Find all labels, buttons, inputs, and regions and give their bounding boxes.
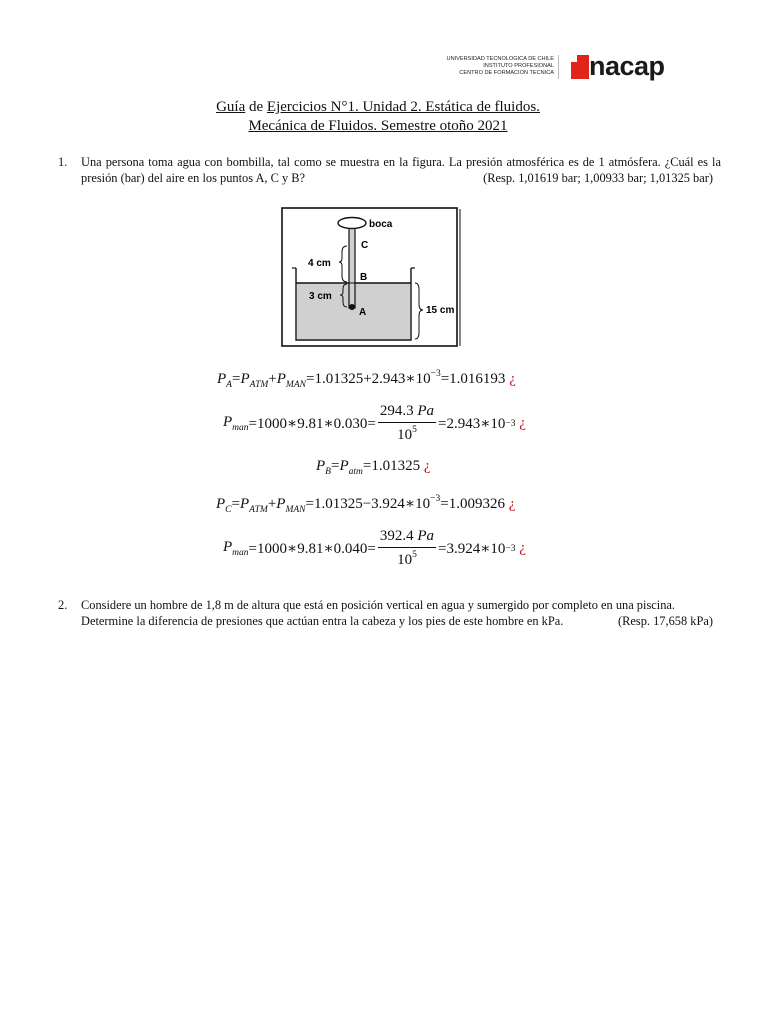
eq5-fraction: [378, 528, 436, 569]
logo-separator: [558, 55, 559, 79]
subtitle-text: Mecánica de Fluidos. Semestre otoño 2021: [248, 118, 508, 134]
eq2-expr: =1000∗9.81∗0.030=: [248, 416, 376, 432]
eq3-p1: P: [339, 458, 349, 474]
label-b: B: [360, 272, 368, 283]
eq1-mark: ¿: [509, 371, 516, 387]
eq4-exp: −3: [430, 494, 441, 504]
eq3-lhs: P: [316, 458, 326, 474]
eq2-exp: −3: [505, 418, 516, 429]
institution-text: [430, 56, 554, 77]
eq5-expr: =1000∗9.81∗0.040=: [248, 541, 376, 557]
dimension-15cm: 15 cm: [426, 305, 455, 316]
eq3-p1-sub: atm: [348, 467, 363, 477]
eq1-p1-sub: ATM: [249, 380, 269, 390]
eq5-lhs: P: [223, 539, 233, 555]
inacap-logo-mark: [571, 55, 589, 79]
eq1-exp: −3: [430, 369, 441, 379]
mouth: [338, 218, 366, 229]
eq2-unit: Pa: [417, 403, 435, 419]
label-c: C: [361, 240, 369, 251]
straw: [349, 228, 355, 308]
brace-15cm: [415, 283, 423, 339]
title-word-de: de: [245, 99, 267, 115]
label-a: A: [359, 307, 367, 318]
page-subtitle: [0, 118, 756, 135]
straw-figure: [278, 204, 468, 352]
eq4-lhs: P: [216, 496, 226, 512]
eq4-result: =1.009326: [440, 496, 505, 512]
eq5-numerator: 392.4: [379, 528, 418, 544]
eq1-result: =1.016193: [440, 371, 506, 387]
dimension-4cm: 4 cm: [308, 258, 331, 269]
eq2-lhs-sub: man: [232, 423, 249, 433]
problem-2-line-1: Considere un hombre de 1,8 m de altura que está en posición vertical en agua y sumergido por completo en una piscina.: [81, 598, 676, 612]
eq1-p1: P: [240, 371, 250, 387]
problem-2-line-2: Determine la diferencia de presiones que actúan entra la cabeza y los pies de este hombre en kPa.: [81, 614, 564, 628]
eq5-den-exp: 5: [412, 550, 417, 560]
eq3-mark: ¿: [423, 458, 431, 474]
eq2-rhs: =2.943∗10: [438, 416, 506, 432]
problem-2: [58, 597, 721, 631]
dimension-3cm: 3 cm: [309, 291, 332, 302]
institution-line-2: INSTITUTO PROFESIONAL: [483, 63, 554, 69]
problem-1-answer: (Resp. 1,01619 bar; 1,00933 bar; 1,01325 bar): [483, 171, 713, 185]
eq1-rhs: =1.01325+2.943∗10: [305, 371, 431, 387]
eq4-mark: ¿: [508, 496, 516, 512]
eq4-p2-sub: MAN: [285, 505, 306, 515]
eq3-rhs: =1.01325: [362, 458, 421, 474]
problem-2-answer: (Resp. 17,658 kPa): [618, 614, 713, 628]
eq1-p2-sub: MAN: [285, 380, 306, 390]
problem-1-number: 1.: [58, 155, 68, 169]
eq2-numerator: 294.3: [379, 403, 418, 419]
eq3-lhs-sub: B: [325, 467, 331, 477]
eq2-denominator: 10: [397, 427, 413, 443]
eq2-mark: ¿: [519, 415, 526, 431]
eq5-rhs: =3.924∗10: [438, 541, 506, 557]
equation-pman-1: [223, 403, 526, 444]
equation-pa: $P_A=P_{ATM}+P_{MAN}=1.01325+2.943∗10^{-3}=1.016193$ ¿: [217, 369, 516, 390]
eq1-p2: P: [276, 371, 286, 387]
eq4-rhs: =1.01325−3.924∗10: [305, 496, 431, 512]
eq4-p1-sub: ATM: [249, 505, 268, 515]
label-boca: boca: [369, 219, 393, 230]
eq2-den-exp: 5: [412, 425, 417, 435]
inacap-logo-text: nacap: [589, 51, 665, 81]
eq5-unit: Pa: [417, 528, 435, 544]
eq5-denominator: 10: [397, 552, 413, 568]
eq5-lhs-sub: man: [232, 548, 249, 558]
eq1-lhs-sub: A: [226, 380, 232, 390]
title-word-guia: Guía: [216, 99, 246, 115]
eq1-lhs: P: [217, 371, 227, 387]
eq4-lhs-sub: C: [225, 505, 232, 515]
eq4-p1: P: [239, 496, 250, 512]
institution-line-1: UNIVERSIDAD TECNOLOGICA DE CHILE: [446, 56, 554, 62]
institution-line-3: CENTRO DE FORMACION TECNICA: [459, 70, 554, 76]
eq5-exp: −3: [505, 543, 516, 554]
equation-pc: $P_C=P_{ATM}+P_{MAN}=1.01325-3.924∗10^{-3}=1.009326$ ¿: [216, 494, 516, 515]
problem-1-text: Una persona toma agua con bombilla, tal como se muestra en la figura. La presión atmosférica es de 1 atmósfera. ¿Cuál es la presión (bar) del aire en los puntos A, C y B?: [81, 155, 721, 185]
eq2-lhs: P: [223, 414, 233, 430]
equation-pb: $P_B=P_{atm}=1.01325$ ¿: [316, 458, 431, 477]
title-line1-rest: Ejercicios N°1. Unidad 2. Estática de fluidos.: [266, 99, 540, 115]
equation-pman-2: [223, 528, 526, 569]
page-title: [0, 99, 756, 116]
eq2-fraction: [378, 403, 436, 444]
problem-1: [58, 154, 721, 188]
problem-2-number: 2.: [58, 598, 68, 612]
eq4-p2: P: [276, 496, 286, 512]
eq5-mark: ¿: [519, 540, 526, 556]
point-a-marker: [349, 304, 355, 310]
brace-4cm: [339, 246, 347, 282]
